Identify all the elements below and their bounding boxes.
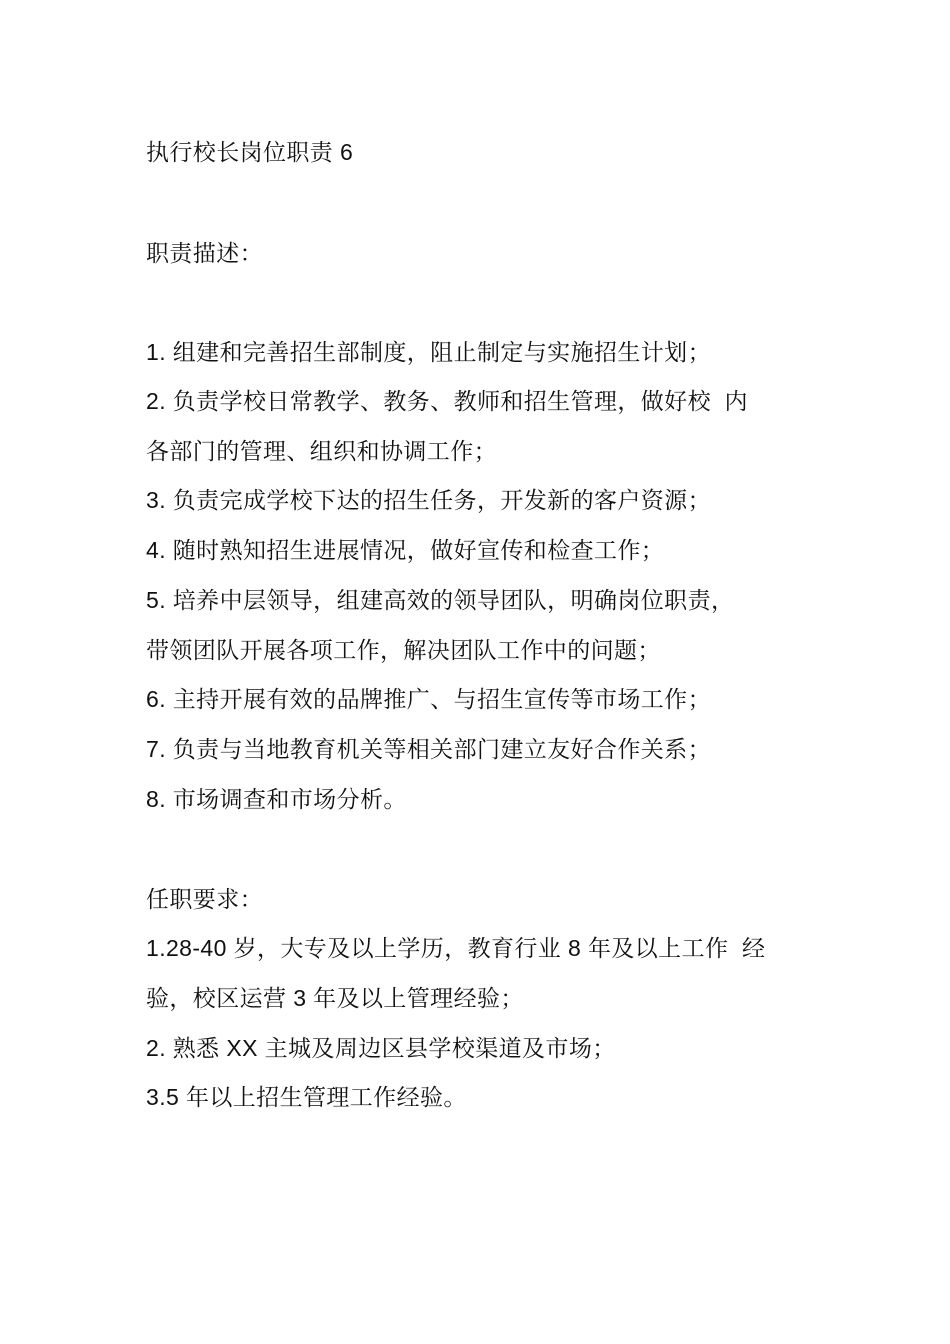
duties-line: 7. 负责与当地教育机关等相关部门建立友好合作关系；	[146, 736, 711, 762]
duties-line: 6. 主持开展有效的品牌推广、与招生宣传等市场工作；	[146, 686, 711, 712]
requirements-heading: 任职要求：	[146, 886, 263, 912]
requirements-line: 2. 熟悉 XX 主城及周边区县学校渠道及市场；	[146, 1035, 616, 1061]
duties-line: 3. 负责完成学校下达的招生任务，开发新的客户资源；	[146, 487, 711, 513]
document-title: 执行校长岗位职责 6	[146, 139, 354, 165]
requirements-line: 验，校区运营 3 年及以上管理经验；	[146, 985, 524, 1011]
duties-heading: 职责描述：	[146, 240, 263, 266]
requirements-line: 1.28-40 岁，大专及以上学历，教育行业 8 年及以上工作 经	[146, 935, 766, 961]
duties-line: 带领团队开展各项工作，解决团队工作中的问题；	[146, 637, 661, 663]
duties-line: 4. 随时熟知招生进展情况，做好宣传和检查工作；	[146, 537, 665, 563]
duties-line: 各部门的管理、组织和协调工作；	[146, 438, 497, 464]
duties-line: 8. 市场调查和市场分析。	[146, 786, 407, 812]
duties-line: 2. 负责学校日常教学、教务、教师和招生管理，做好校 内	[146, 388, 748, 414]
duties-line: 1. 组建和完善招生部制度，阻止制定与实施招生计划；	[146, 339, 711, 365]
requirements-line: 3.5 年以上招生管理工作经验。	[146, 1084, 467, 1110]
duties-line: 5. 培养中层领导，组建高效的领导团队，明确岗位职责，	[146, 587, 735, 613]
